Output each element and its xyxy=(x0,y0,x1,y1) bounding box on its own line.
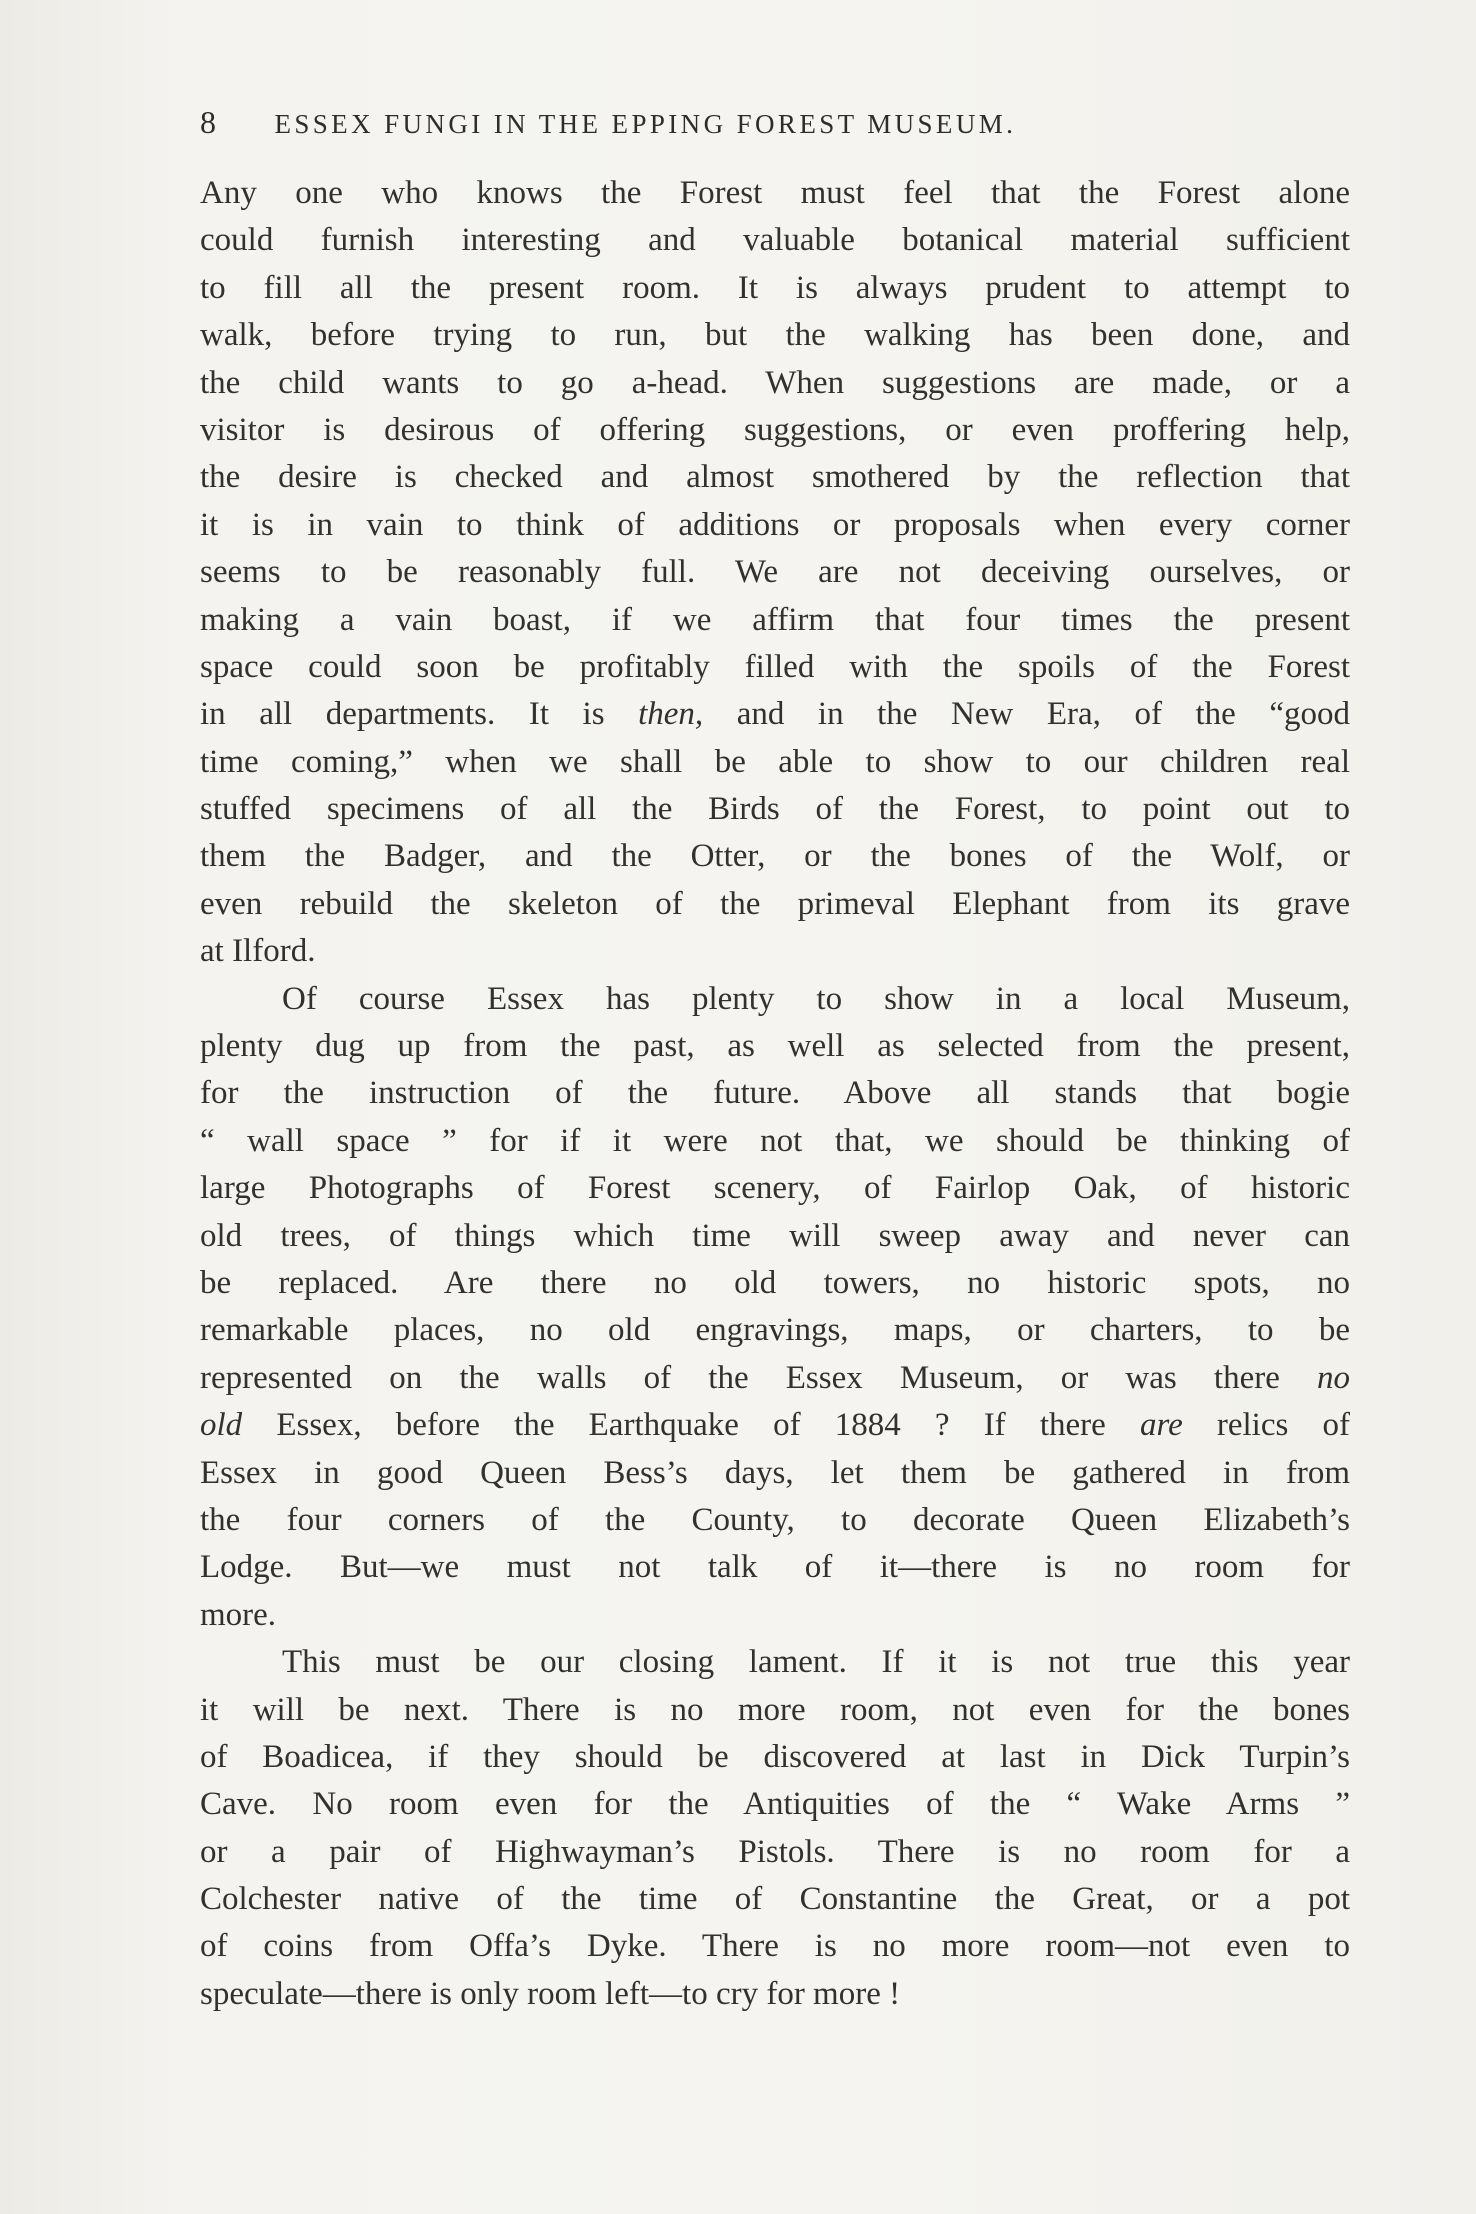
page-number: 8 xyxy=(200,104,216,140)
text-line: large Photographs of Forest scenery, of Fairlop Oak, of historic xyxy=(200,1170,1350,1207)
running-title: ESSEX FUNGI IN THE EPPING FOREST MUSEUM. xyxy=(274,109,1017,139)
running-header xyxy=(200,104,1360,142)
text-line: of Boadicea, if they should be discovered at last in Dick Turpin’s xyxy=(200,1738,1350,1775)
text-line: visitor is desirous of offering suggestions, or even proffering help, xyxy=(200,411,1350,448)
text-line: to fill all the present room. It is always prudent to attempt to xyxy=(200,269,1350,306)
text-line: Of course Essex has plenty to show in a local Museum, xyxy=(282,980,1350,1017)
text-line: or a pair of Highwayman’s Pistols. There is no room for a xyxy=(200,1833,1350,1870)
text-line xyxy=(200,1402,1350,1449)
text-line: “ wall space ” for if it were not that, we should be thinking of xyxy=(200,1122,1350,1159)
text-run: represented on the walls of the Essex Museum, or was there xyxy=(200,1359,1317,1396)
text-line xyxy=(200,691,1350,738)
text-run: and in the New Era, of the “good xyxy=(703,696,1350,733)
text-line: space could soon be profitably filled with the spoils of the Forest xyxy=(200,648,1350,685)
italic-word: then, xyxy=(638,696,704,733)
text-line: for the instruction of the future. Above all stands that bogie xyxy=(200,1075,1350,1112)
text-line: walk, before trying to run, but the walking has been done, and xyxy=(200,317,1350,354)
text-line: of coins from Offa’s Dyke. There is no more room—not even to xyxy=(200,1928,1350,1965)
text-line: seems to be reasonably full. We are not deceiving ourselves, or xyxy=(200,554,1350,591)
text-line: Any one who knows the Forest must feel that the Forest alone xyxy=(200,175,1350,211)
text-line: the desire is checked and almost smothered by the reflection that xyxy=(200,459,1350,496)
text-line: at Ilford. xyxy=(200,933,316,970)
text-line: making a vain boast, if we affirm that four times the present xyxy=(200,601,1350,638)
text-line: This must be our closing lament. If it is not true this year xyxy=(282,1644,1350,1681)
body-text xyxy=(200,170,1350,2018)
text-line: Cave. No room even for the Antiquities of the “ Wake Arms ” xyxy=(200,1786,1350,1823)
text-run: Essex, before the Earthquake of 1884 ? If there xyxy=(242,1407,1140,1444)
text-line: speculate—there is only room left—to cry for more ! xyxy=(200,1975,901,2012)
italic-word: old xyxy=(200,1407,243,1444)
text-line: even rebuild the skeleton of the primeval Elephant from its grave xyxy=(200,885,1350,922)
text-line: Essex in good Queen Bess’s days, let them be gathered in from xyxy=(200,1454,1350,1491)
text-line: it is in vain to think of additions or proposals when every corner xyxy=(200,506,1350,543)
text-line: Lodge. But—we must not talk of it—there is no room for xyxy=(200,1549,1350,1586)
text-line: time coming,” when we shall be able to show to our children real xyxy=(200,743,1350,780)
text-line: more. xyxy=(200,1596,277,1633)
paragraph-1 xyxy=(200,170,1350,976)
paragraph-2 xyxy=(200,976,1350,1639)
text-line: plenty dug up from the past, as well as selected from the present, xyxy=(200,1028,1350,1065)
text-line: them the Badger, and the Otter, or the bones of the Wolf, or xyxy=(200,838,1350,875)
text-line: the four corners of the County, to decorate Queen Elizabeth’s xyxy=(200,1501,1350,1538)
text-run: relics of xyxy=(1182,1407,1350,1444)
text-line: it will be next. There is no more room, not even for the bones xyxy=(200,1691,1350,1728)
text-line: could furnish interesting and valuable botanical material sufficient xyxy=(200,222,1350,259)
paragraph-3 xyxy=(200,1639,1350,2018)
italic-word: are xyxy=(1139,1407,1183,1444)
italic-word: no xyxy=(1317,1359,1350,1396)
text-run: in all departments. It is xyxy=(200,696,639,733)
text-line: be replaced. Are there no old towers, no historic spots, no xyxy=(200,1264,1350,1301)
text-line xyxy=(200,1355,1350,1402)
text-line: remarkable places, no old engravings, maps, or charters, to be xyxy=(200,1312,1350,1349)
text-line: stuffed specimens of all the Birds of the Forest, to point out to xyxy=(200,791,1350,828)
text-line: old trees, of things which time will sweep away and never can xyxy=(200,1217,1350,1254)
text-line: the child wants to go a-head. When suggestions are made, or a xyxy=(200,364,1350,401)
text-line: Colchester native of the time of Constantine the Great, or a pot xyxy=(200,1881,1350,1918)
